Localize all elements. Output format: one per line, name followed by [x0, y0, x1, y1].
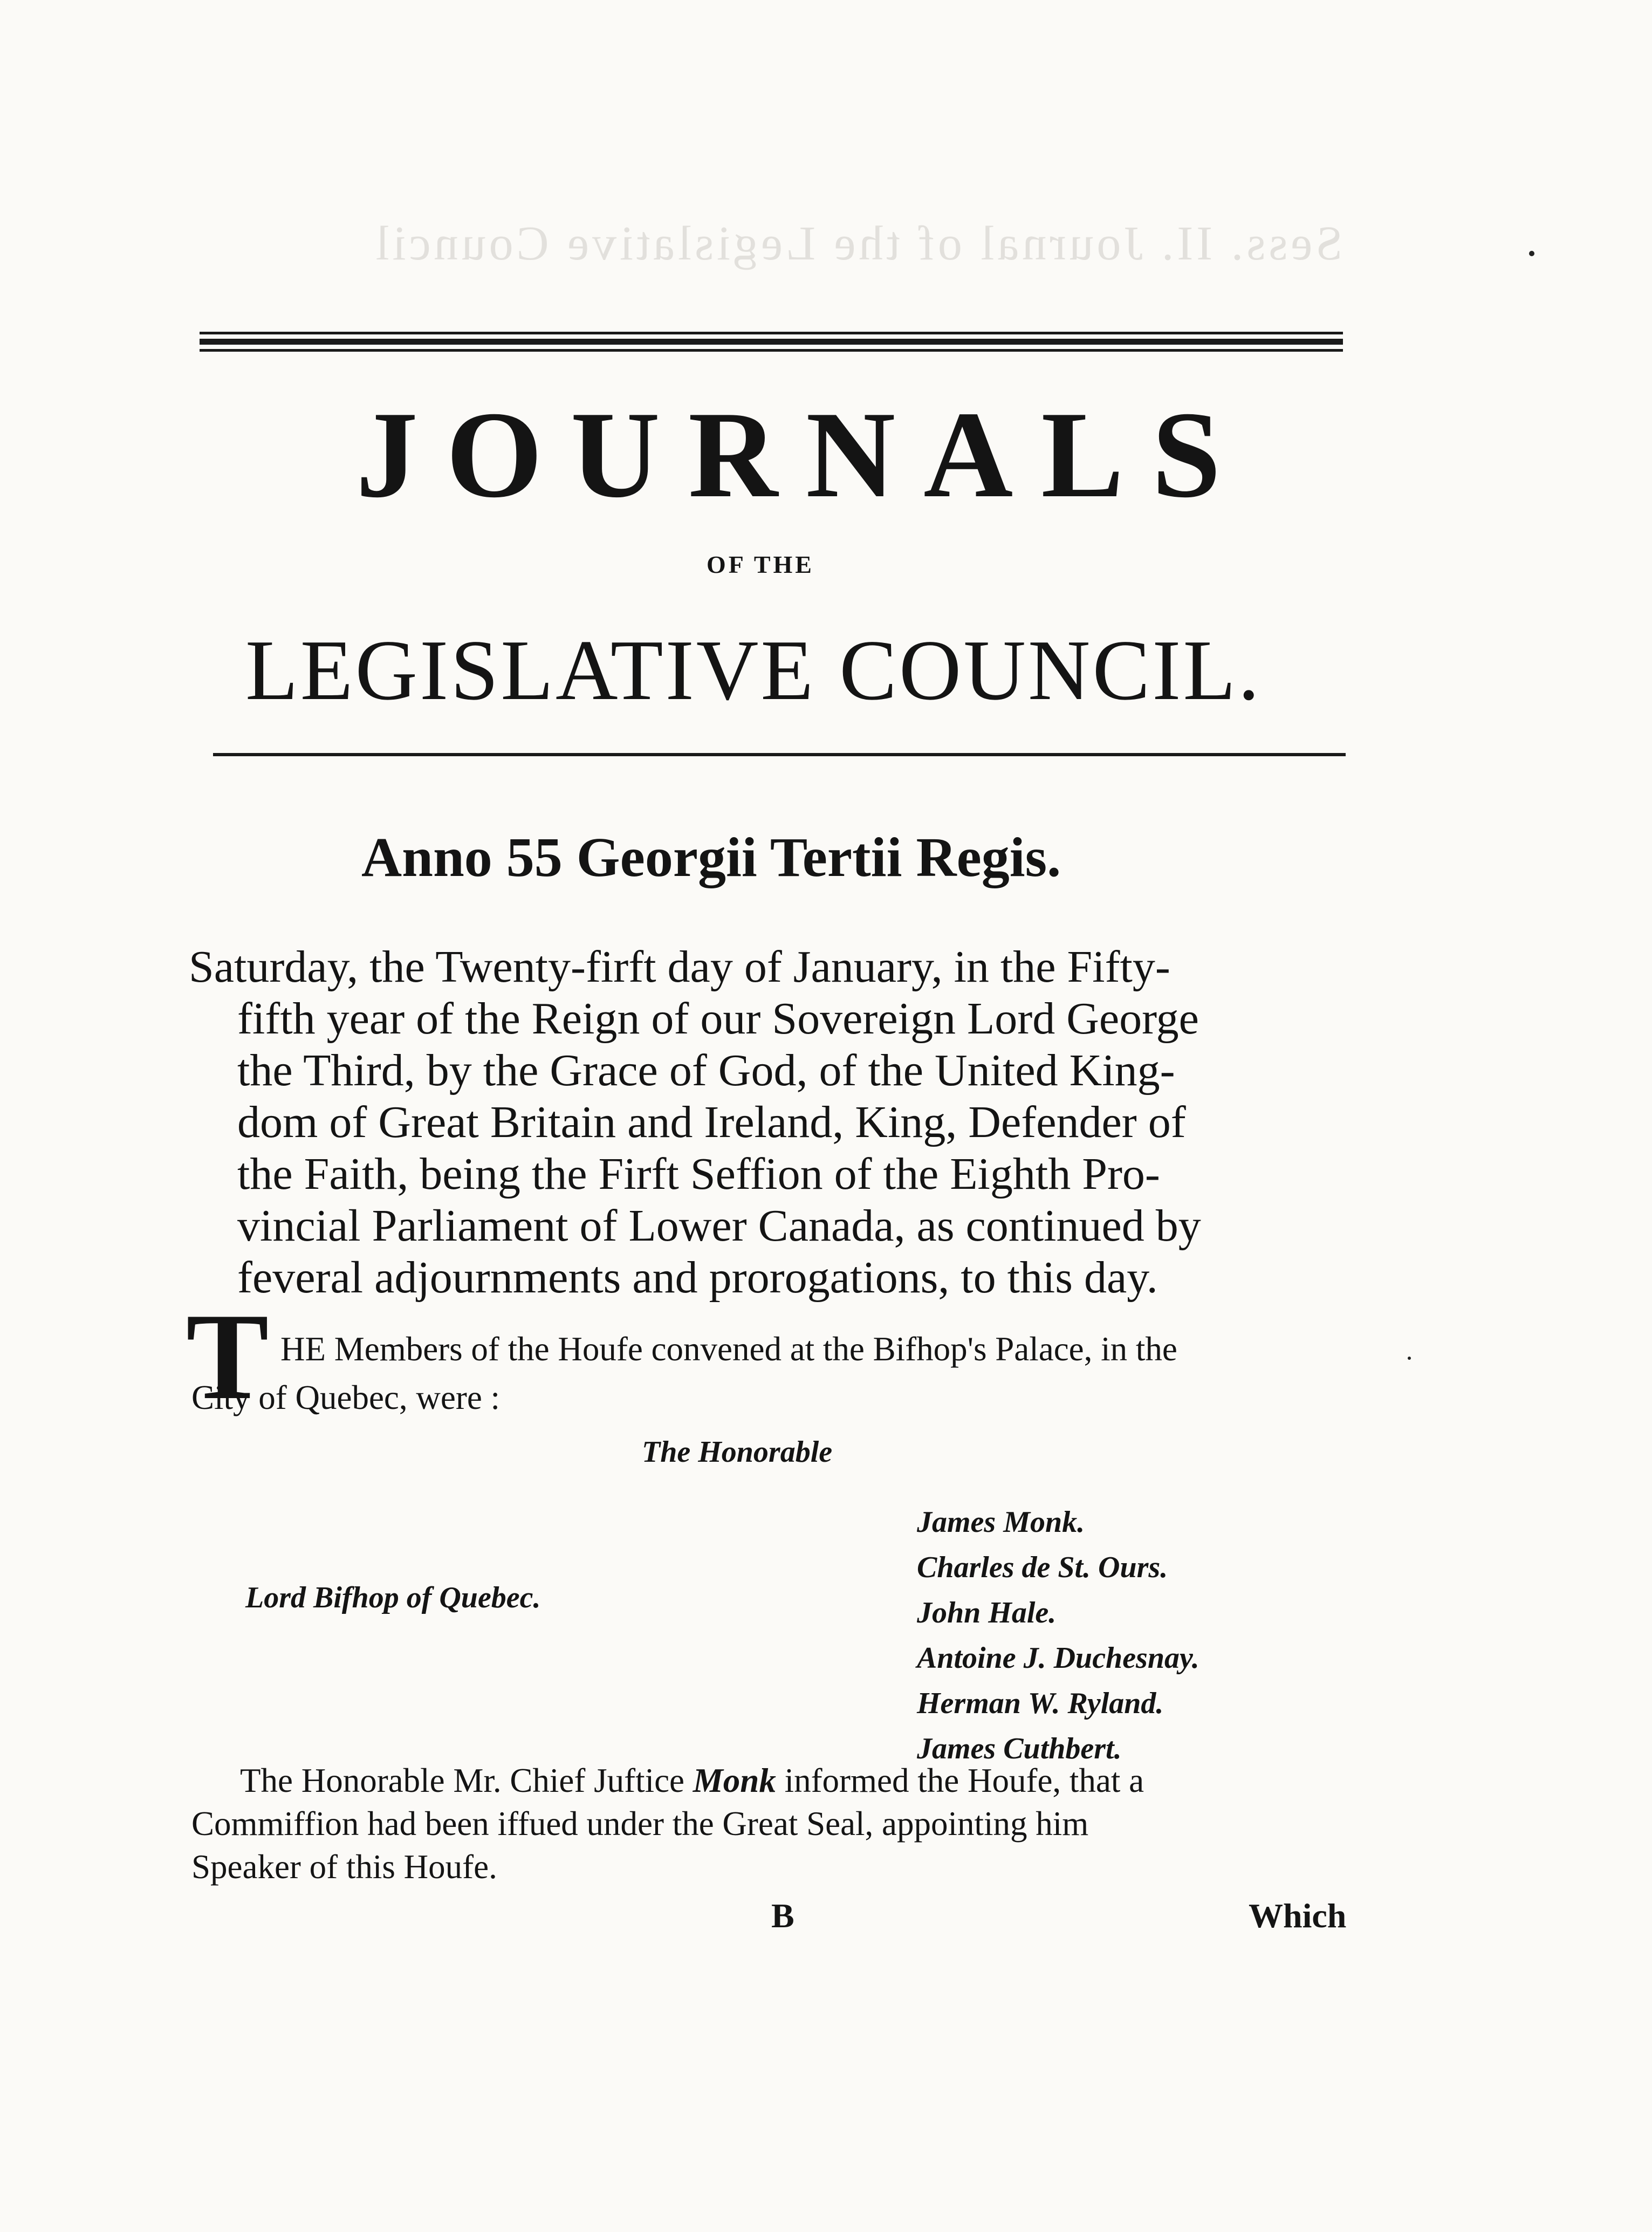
intro-line: dom of Great Britain and Ireland, King, Defender of [237, 1097, 1186, 1147]
member-name: Antoine J. Duchesnay. [917, 1641, 1199, 1675]
intro-line: the Third, by the Grace of God, of the United King- [237, 1045, 1175, 1096]
signature-mark: B [771, 1896, 794, 1935]
members-list [917, 1500, 1199, 1771]
section-rule [213, 753, 1346, 756]
member-name: Charles de St. Ours. [917, 1551, 1168, 1584]
drop-cap: T [186, 1288, 269, 1425]
members-line: HE Members of the Houfe convened at the Bifhop's Palace, in the [280, 1330, 1177, 1368]
honorable-label: The Honorable [642, 1435, 833, 1469]
intro-line: the Faith, being the Firft Seffion of the Eighth Pro- [237, 1149, 1160, 1199]
member-name: John Hale. [917, 1596, 1057, 1630]
para-text: informed the Houfe, that a [776, 1762, 1144, 1799]
member-name: James Monk. [917, 1505, 1085, 1539]
speaker-paragraph-line: Commiffion had been iffued under the Great Seal, appointing him [191, 1805, 1089, 1843]
regnal-year-heading: Anno 55 Georgii Tertii Regis. [361, 826, 1061, 888]
intro-line: vincial Parliament of Lower Canada, as continued by [237, 1201, 1201, 1251]
ink-speck [1408, 1357, 1411, 1360]
bleed-through-text: Sess. II. Journal of the Legislative Council [372, 217, 1343, 270]
page-title: JOURNALS [356, 386, 1249, 523]
intro-line: Saturday, the Twenty-firft day of January, in the Fifty- [189, 942, 1170, 992]
intro-line: feveral adjournments and prorogations, to this day. [237, 1252, 1158, 1303]
speaker-paragraph-line [240, 1761, 1144, 1800]
speaker-paragraph-line: Speaker of this Houfe. [191, 1848, 497, 1886]
members-line: City of Quebec, were : [191, 1379, 501, 1416]
council-heading: LEGISLATIVE COUNCIL. [245, 622, 1262, 718]
catchword: Which [1249, 1896, 1347, 1935]
intro-line: fifth year of the Reign of our Sovereign Lord George [237, 994, 1199, 1044]
para-text: The Honorable Mr. Chief Juftice [240, 1762, 693, 1799]
ink-speck [1529, 251, 1534, 256]
member-name: Herman W. Ryland. [917, 1687, 1164, 1720]
member-name: James Cuthbert. [917, 1732, 1122, 1765]
para-name: Monk [693, 1762, 776, 1799]
subtitle-of-the: OF THE [707, 551, 814, 578]
bishop-name: Lord Bifhop of Quebec. [245, 1581, 541, 1614]
top-double-rule [200, 332, 1343, 352]
